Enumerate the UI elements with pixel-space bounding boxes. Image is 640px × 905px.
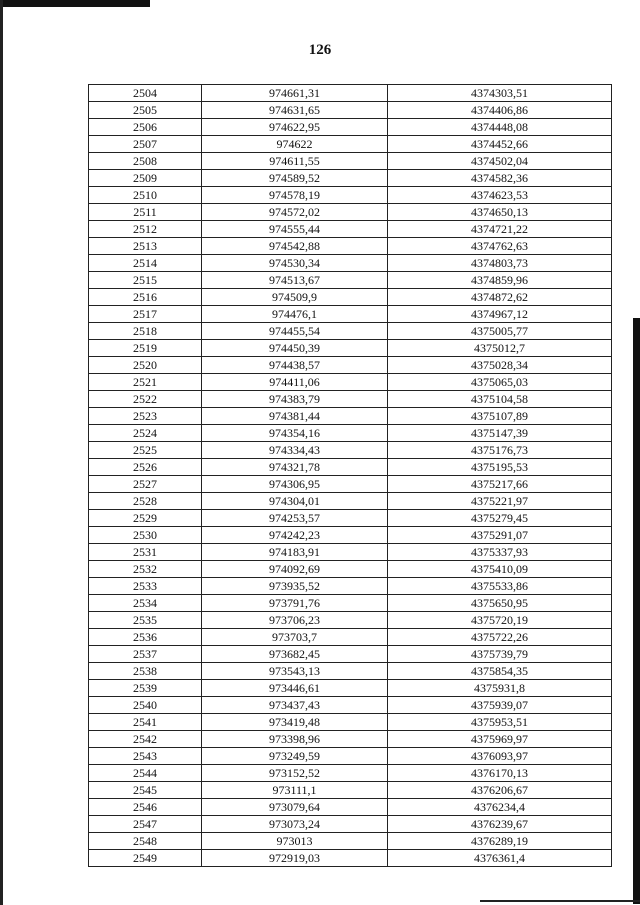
- point-number-cell: 2516: [89, 289, 202, 306]
- y-coordinate-cell: 4375221,97: [388, 493, 612, 510]
- x-coordinate-cell: 974354,16: [202, 425, 388, 442]
- y-coordinate-cell: 4375953,51: [388, 714, 612, 731]
- scan-artifact-left-edge: [0, 0, 3, 905]
- y-coordinate-cell: 4374872,62: [388, 289, 612, 306]
- table-row: [89, 272, 612, 289]
- table-row: [89, 102, 612, 119]
- point-number-cell: 2546: [89, 799, 202, 816]
- point-number-cell: 2524: [89, 425, 202, 442]
- x-coordinate-cell: 973791,76: [202, 595, 388, 612]
- point-number-cell: 2529: [89, 510, 202, 527]
- y-coordinate-cell: 4375739,79: [388, 646, 612, 663]
- point-number-cell: 2511: [89, 204, 202, 221]
- table-row: [89, 731, 612, 748]
- scan-artifact-right-bar: [633, 318, 640, 904]
- table-row: [89, 391, 612, 408]
- x-coordinate-cell: 973935,52: [202, 578, 388, 595]
- x-coordinate-cell: 974383,79: [202, 391, 388, 408]
- x-coordinate-cell: 974455,54: [202, 323, 388, 340]
- y-coordinate-cell: 4374452,66: [388, 136, 612, 153]
- point-number-cell: 2537: [89, 646, 202, 663]
- y-coordinate-cell: 4375279,45: [388, 510, 612, 527]
- y-coordinate-cell: 4375176,73: [388, 442, 612, 459]
- point-number-cell: 2549: [89, 850, 202, 867]
- table-row: [89, 136, 612, 153]
- x-coordinate-cell: 973013: [202, 833, 388, 850]
- point-number-cell: 2513: [89, 238, 202, 255]
- x-coordinate-cell: 973543,13: [202, 663, 388, 680]
- point-number-cell: 2532: [89, 561, 202, 578]
- y-coordinate-cell: 4374967,12: [388, 306, 612, 323]
- x-coordinate-cell: 974572,02: [202, 204, 388, 221]
- y-coordinate-cell: 4375939,07: [388, 697, 612, 714]
- y-coordinate-cell: 4375217,66: [388, 476, 612, 493]
- point-number-cell: 2542: [89, 731, 202, 748]
- x-coordinate-cell: 974476,1: [202, 306, 388, 323]
- x-coordinate-cell: 973073,24: [202, 816, 388, 833]
- table-row: [89, 408, 612, 425]
- y-coordinate-cell: 4374448,08: [388, 119, 612, 136]
- table-row: [89, 765, 612, 782]
- point-number-cell: 2515: [89, 272, 202, 289]
- point-number-cell: 2504: [89, 85, 202, 102]
- point-number-cell: 2544: [89, 765, 202, 782]
- y-coordinate-cell: 4375147,39: [388, 425, 612, 442]
- table-row: [89, 153, 612, 170]
- x-coordinate-cell: 974306,95: [202, 476, 388, 493]
- y-coordinate-cell: 4375410,09: [388, 561, 612, 578]
- table-row: [89, 340, 612, 357]
- x-coordinate-cell: 973703,7: [202, 629, 388, 646]
- table-row: [89, 680, 612, 697]
- y-coordinate-cell: 4376206,67: [388, 782, 612, 799]
- table-row: [89, 459, 612, 476]
- x-coordinate-cell: 974183,91: [202, 544, 388, 561]
- x-coordinate-cell: 974578,19: [202, 187, 388, 204]
- table-row: [89, 850, 612, 867]
- x-coordinate-cell: 974509,9: [202, 289, 388, 306]
- point-number-cell: 2507: [89, 136, 202, 153]
- x-coordinate-cell: 974334,43: [202, 442, 388, 459]
- y-coordinate-cell: 4375291,07: [388, 527, 612, 544]
- table-row: [89, 663, 612, 680]
- y-coordinate-cell: 4375028,34: [388, 357, 612, 374]
- point-number-cell: 2539: [89, 680, 202, 697]
- point-number-cell: 2534: [89, 595, 202, 612]
- x-coordinate-cell: 973152,52: [202, 765, 388, 782]
- y-coordinate-cell: 4374650,13: [388, 204, 612, 221]
- point-number-cell: 2517: [89, 306, 202, 323]
- x-coordinate-cell: 974530,34: [202, 255, 388, 272]
- point-number-cell: 2543: [89, 748, 202, 765]
- y-coordinate-cell: 4375195,53: [388, 459, 612, 476]
- y-coordinate-cell: 4374803,73: [388, 255, 612, 272]
- point-number-cell: 2506: [89, 119, 202, 136]
- table-row: [89, 187, 612, 204]
- x-coordinate-cell: 974555,44: [202, 221, 388, 238]
- y-coordinate-cell: 4374762,63: [388, 238, 612, 255]
- x-coordinate-cell: 974542,88: [202, 238, 388, 255]
- table-row: [89, 493, 612, 510]
- point-number-cell: 2545: [89, 782, 202, 799]
- y-coordinate-cell: 4376361,4: [388, 850, 612, 867]
- coordinates-table: [88, 84, 612, 867]
- table-row: [89, 357, 612, 374]
- point-number-cell: 2510: [89, 187, 202, 204]
- table-row: [89, 170, 612, 187]
- table-row: [89, 714, 612, 731]
- table-row: [89, 816, 612, 833]
- y-coordinate-cell: 4375722,26: [388, 629, 612, 646]
- table-row: [89, 578, 612, 595]
- point-number-cell: 2518: [89, 323, 202, 340]
- table-row: [89, 306, 612, 323]
- point-number-cell: 2519: [89, 340, 202, 357]
- x-coordinate-cell: 973398,96: [202, 731, 388, 748]
- y-coordinate-cell: 4375650,95: [388, 595, 612, 612]
- point-number-cell: 2531: [89, 544, 202, 561]
- x-coordinate-cell: 974450,39: [202, 340, 388, 357]
- table-row: [89, 323, 612, 340]
- table-row: [89, 697, 612, 714]
- table-row: [89, 85, 612, 102]
- y-coordinate-cell: 4374859,96: [388, 272, 612, 289]
- point-number-cell: 2505: [89, 102, 202, 119]
- table-row: [89, 782, 612, 799]
- table-row: [89, 510, 612, 527]
- x-coordinate-cell: 973437,43: [202, 697, 388, 714]
- x-coordinate-cell: 974242,23: [202, 527, 388, 544]
- point-number-cell: 2538: [89, 663, 202, 680]
- x-coordinate-cell: 974661,31: [202, 85, 388, 102]
- y-coordinate-cell: 4374502,04: [388, 153, 612, 170]
- x-coordinate-cell: 974092,69: [202, 561, 388, 578]
- point-number-cell: 2526: [89, 459, 202, 476]
- table-row: [89, 799, 612, 816]
- table-row: [89, 629, 612, 646]
- point-number-cell: 2540: [89, 697, 202, 714]
- scan-artifact-top-line: [0, 0, 150, 7]
- x-coordinate-cell: 973249,59: [202, 748, 388, 765]
- point-number-cell: 2520: [89, 357, 202, 374]
- y-coordinate-cell: 4375337,93: [388, 544, 612, 561]
- y-coordinate-cell: 4376234,4: [388, 799, 612, 816]
- x-coordinate-cell: 974631,65: [202, 102, 388, 119]
- table-row: [89, 289, 612, 306]
- x-coordinate-cell: 974589,52: [202, 170, 388, 187]
- table-row: [89, 748, 612, 765]
- y-coordinate-cell: 4375012,7: [388, 340, 612, 357]
- y-coordinate-cell: 4376093,97: [388, 748, 612, 765]
- x-coordinate-cell: 974253,57: [202, 510, 388, 527]
- y-coordinate-cell: 4376170,13: [388, 765, 612, 782]
- x-coordinate-cell: 973682,45: [202, 646, 388, 663]
- y-coordinate-cell: 4375104,58: [388, 391, 612, 408]
- point-number-cell: 2548: [89, 833, 202, 850]
- x-coordinate-cell: 974611,55: [202, 153, 388, 170]
- y-coordinate-cell: 4375931,8: [388, 680, 612, 697]
- x-coordinate-cell: 974411,06: [202, 374, 388, 391]
- table-row: [89, 595, 612, 612]
- point-number-cell: 2509: [89, 170, 202, 187]
- x-coordinate-cell: 973706,23: [202, 612, 388, 629]
- point-number-cell: 2523: [89, 408, 202, 425]
- point-number-cell: 2508: [89, 153, 202, 170]
- point-number-cell: 2533: [89, 578, 202, 595]
- table-row: [89, 238, 612, 255]
- x-coordinate-cell: 972919,03: [202, 850, 388, 867]
- y-coordinate-cell: 4374303,51: [388, 85, 612, 102]
- x-coordinate-cell: 973419,48: [202, 714, 388, 731]
- x-coordinate-cell: 973111,1: [202, 782, 388, 799]
- x-coordinate-cell: 974381,44: [202, 408, 388, 425]
- y-coordinate-cell: 4375533,86: [388, 578, 612, 595]
- x-coordinate-cell: 973079,64: [202, 799, 388, 816]
- table-row: [89, 833, 612, 850]
- table-row: [89, 221, 612, 238]
- y-coordinate-cell: 4375107,89: [388, 408, 612, 425]
- x-coordinate-cell: 974513,67: [202, 272, 388, 289]
- point-number-cell: 2530: [89, 527, 202, 544]
- table-row: [89, 612, 612, 629]
- table-row: [89, 527, 612, 544]
- y-coordinate-cell: 4375005,77: [388, 323, 612, 340]
- y-coordinate-cell: 4375854,35: [388, 663, 612, 680]
- y-coordinate-cell: 4374721,22: [388, 221, 612, 238]
- table-row: [89, 442, 612, 459]
- x-coordinate-cell: 974304,01: [202, 493, 388, 510]
- page-number: 126: [308, 42, 332, 58]
- table-row: [89, 476, 612, 493]
- table-row: [89, 204, 612, 221]
- scan-artifact-bottom-line: [480, 900, 640, 902]
- point-number-cell: 2536: [89, 629, 202, 646]
- point-number-cell: 2547: [89, 816, 202, 833]
- x-coordinate-cell: 974622: [202, 136, 388, 153]
- x-coordinate-cell: 974622,95: [202, 119, 388, 136]
- point-number-cell: 2528: [89, 493, 202, 510]
- point-number-cell: 2527: [89, 476, 202, 493]
- y-coordinate-cell: 4374406,86: [388, 102, 612, 119]
- y-coordinate-cell: 4376289,19: [388, 833, 612, 850]
- point-number-cell: 2512: [89, 221, 202, 238]
- point-number-cell: 2514: [89, 255, 202, 272]
- table-row: [89, 374, 612, 391]
- y-coordinate-cell: 4374582,36: [388, 170, 612, 187]
- y-coordinate-cell: 4374623,53: [388, 187, 612, 204]
- point-number-cell: 2522: [89, 391, 202, 408]
- point-number-cell: 2535: [89, 612, 202, 629]
- x-coordinate-cell: 974321,78: [202, 459, 388, 476]
- coordinates-table-body: [89, 85, 612, 867]
- x-coordinate-cell: 973446,61: [202, 680, 388, 697]
- table-row: [89, 561, 612, 578]
- point-number-cell: 2525: [89, 442, 202, 459]
- table-row: [89, 646, 612, 663]
- table-row: [89, 544, 612, 561]
- table-row: [89, 119, 612, 136]
- table-row: [89, 255, 612, 272]
- y-coordinate-cell: 4376239,67: [388, 816, 612, 833]
- point-number-cell: 2541: [89, 714, 202, 731]
- point-number-cell: 2521: [89, 374, 202, 391]
- table-row: [89, 425, 612, 442]
- x-coordinate-cell: 974438,57: [202, 357, 388, 374]
- y-coordinate-cell: 4375969,97: [388, 731, 612, 748]
- y-coordinate-cell: 4375065,03: [388, 374, 612, 391]
- y-coordinate-cell: 4375720,19: [388, 612, 612, 629]
